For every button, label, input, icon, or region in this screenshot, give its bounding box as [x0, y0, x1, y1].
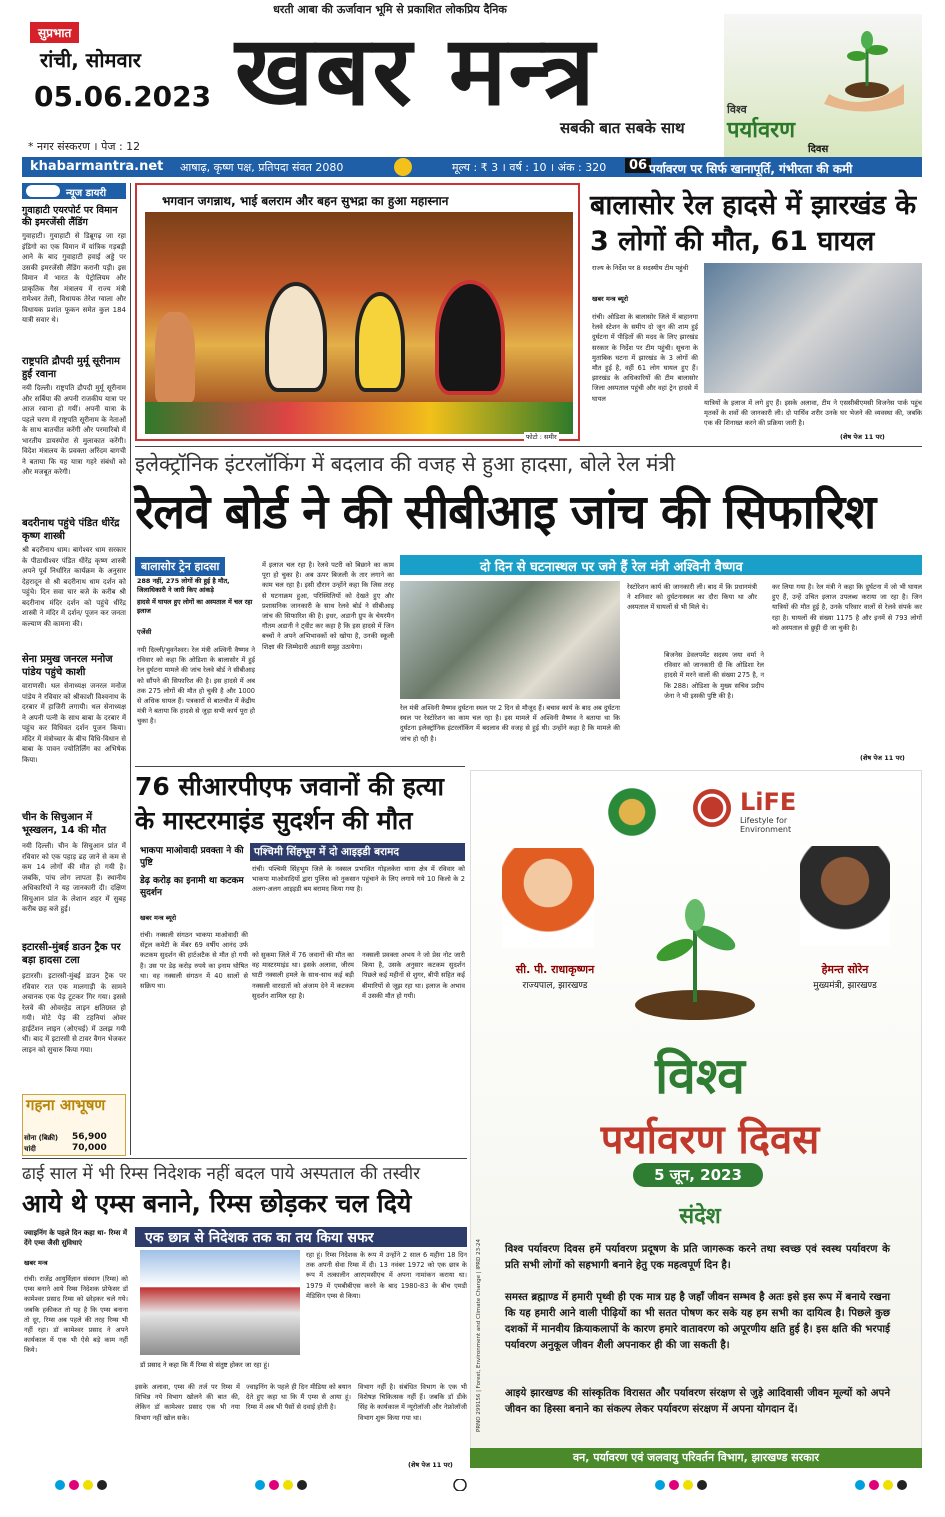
website-link[interactable]: khabarmantra.net: [30, 159, 164, 174]
info-bar: [22, 157, 922, 177]
panchang-text: आषाढ़, कृष्ण पक्ष, प्रतिपदा संवत 2080: [180, 161, 344, 174]
gahna-title: गहना आभूषण: [26, 1096, 106, 1114]
silver-price: 70,000: [72, 1143, 107, 1153]
garland-strip: [145, 402, 573, 434]
diary-body-6: इटारसी। इटारसी-मुंबई डाउन ट्रैक पर रविवार रात एक मालगाड़ी के सामने अचानक एक पेड़ टूटकर गिर गया। इससे रेलवे की ओवरहेड लाइन क्षतिग्रस्त हो गयी। मोटे पेड़ की टहनियां ओवर हाईटेंशन लाइन (ओएचई) में उलझ गयी थीं। बाद में इटारसी से टावर वैगन भेजकर लाइन को सुचारु किया गया।: [22, 972, 126, 1054]
gold-label: सोना (बिक्री): [24, 1134, 59, 1142]
jagannath-idol-icon: [435, 280, 505, 395]
chief-minister-role: मुख्यमंत्री, झारखण्ड: [813, 981, 877, 991]
naxal-body-2: को सुकमा जिले में 76 जवानों की मौत का वह मास्टरमाइंड था। इसके अलावा, जीरम घाटी नक्सली हमले के साथ-साथ कई बड़ी नक्सली वारदातों को अंजाम देने में कटकम सुदर्शन शामिल रहा है।: [252, 951, 354, 1000]
diary-headline-3[interactable]: बदरीनाथ पहुंचे पंडित धीरेंद्र कृष्ण शास्त्री: [22, 518, 120, 542]
ad-para-1: विश्व पर्यावरण दिवस हमें पर्यावरण प्रदूषण के प्रति जागरूक करने तथा स्वच्छ एवं स्वस्थ पर्यावरण के प्रति सभी लोगों को सहभागी बनाने हेतु एक महत्वपूर्ण दिन है।: [505, 1244, 890, 1271]
governor-portrait: [502, 848, 594, 948]
sapling-icon: [630, 880, 760, 1020]
env-headline[interactable]: पर्यावरण पर सिर्फ खानापूर्ति, गंभीरता की कमी: [649, 162, 853, 176]
minister-body-2: रेस्टोरेशन कार्य की जानकारी ली। बाद में कि प्रधानमंत्री ने शनिवार को दुर्घटनास्थल का दौरा किया था और अस्पताल में घायलों से भी मिले थे।: [627, 583, 757, 612]
rims-body-5: विभाग नहीं है। संबंधित विभाग के एक भी विशेषज्ञ चिकित्सक नहीं हैं। जबकि डॉ डीके सिंह के कार्यकाल में न्यूरोलॉजी और नेफ्रोलॉजी विभाग शुरू किया गया था।: [358, 1383, 467, 1422]
minister-photo[interactable]: [400, 581, 620, 699]
main-dateline: एजेंसी: [137, 628, 152, 636]
ad-date-pill: 5 जून, 2023: [633, 1163, 763, 1187]
ied-body: रांची। पश्चिमी सिंहभूम जिले के नक्सल प्रभावित गोइलकेरा थाना क्षेत्र में रविवार को भाकपा माओवादियों द्वारा पुलिस को नुकसान पहुंचाने के लिए लगाये गये 10 किलो के 2 अलग-अलग आइइडी बम बरामद किया गया है।: [252, 865, 465, 894]
balram-idol-icon: [265, 282, 327, 392]
diary-body-1: गुवाहाटी। गुवाहाटी से डिब्रूगढ़ जा रहा इंडिगो का एक विमान में यांत्रिक गड़बड़ी आने के बाद गुवाहाटी हवाई अड्डे पर उसकी इमरजेंसी लैंडिंग करानी पड़ी। इस विमान में भारत के पेट्रोलियम और प्राकृतिक गैस मंत्रालय में राज्य मंत्री रामेश्वर तेली, विधायक तेरेश ग्वाला और विधायक प्रशांत फूकन समेत कुल 184 यात्री सवार थे।: [22, 232, 126, 324]
jagannath-photo[interactable]: [145, 212, 573, 434]
rims-kicker: ढाई साल में भी रिम्स निदेशक नहीं बदल पाये अस्पताल की तस्वीर: [22, 1164, 421, 1184]
chief-minister-portrait: [800, 846, 890, 946]
rail-byline: खबर मन्त्र ब्यूरो: [592, 295, 629, 303]
rims-body-1: रांची। राजेंद्र आयुर्विज्ञान संस्थान (रिम्स) को एम्स बनाने आये रिम्स निदेशक प्रोफेसर डॉ कामेश्वर प्रसाद रिम्स को छोड़कर चले गये। जबकि हकीकत तो यह है कि एम्स बनाना तो दूर, रिम्स अब पहले की तरह रिम्स भी नहीं रहा। डॉ कामेश्वर प्रसाद ने अपने कार्यकाल में एक भी ऐसे बड़े काम नहीं किये।: [24, 1275, 128, 1355]
subhadra-idol-icon: [355, 292, 405, 392]
plant-hand-icon: [819, 24, 909, 114]
ad-footer: वन, पर्यावरण एवं जलवायु परिवर्तन विभाग, झारखण्ड सरकार: [470, 1448, 922, 1468]
rims-headline[interactable]: आये थे एम्स बनाने, रिम्स छोड़कर चल दिये: [22, 1189, 412, 1218]
main-body-1: नयी दिल्ली/भुवनेश्वर। रेल मंत्री अश्विनी वैष्णव ने रविवार को कहा कि ओडिशा के बालासोर में हुई रेल दुर्घटना मामले की जांच रेलवे बोर्ड ने सीबीआइ को सौंपने की सिफारिश की है। इस हादसे में अब तक 275 लोगों की मौत हो चुकी है और 1000 से अधिक घायल हैं। पत्रकारों से बातचीत में केंद्रीय मंत्री ने बताया कि हादसे से जुड़ा सभी कार्य पूरा हो चुका है।: [137, 646, 255, 726]
rims-bullet: ज्वाइनिंग के पहले दिन कहा था- रिम्स में देंगे एम्स जैसी सुविधाएं: [24, 1229, 128, 1247]
section-rule: [135, 446, 922, 447]
rail-accident-headline[interactable]: बालासोर रेल हादसे में झारखंड के 3 लोगों की मौत, 61 घायल: [590, 190, 917, 257]
page-number-badge: 06: [625, 158, 651, 173]
km-logo-icon: [394, 158, 412, 176]
diary-body-2: नयी दिल्ली। राष्ट्रपति द्रौपदी मुर्मू सूरीनाम और सर्बिया की अपनी राजकीय यात्रा पर आज रवाना हो गयीं। अपनी यात्रा के पहले चरण में राष्ट्रपति सूरीनाम के नेताओं के साथ बातचीत करेंगी और परमारिबो में भारतीय डायस्पोरा से मुलाकात करेंगी। विदेश मंत्रालय के प्रवक्ता अरिंदम बागची ने बताया कि यह यात्रा गहरे संबंधों को और मजबूत करेगी।: [22, 384, 126, 476]
env-diwas-label: दिवस: [808, 144, 829, 155]
main-bullet-1: 288 नहीं, 275 लोगों की हुई है मौत, जिलाधिकारी ने जारी किए आंकड़े: [137, 577, 230, 594]
balasore-badge: बालासोर ट्रेन हादसा: [135, 557, 225, 576]
ad-para-3: आइये झारखण्ड की सांस्कृतिक विरासत और पर्यावरण संरक्षण से जुड़े आदिवासी जीवन मूल्यों को अपने जीवन का हिस्सा बनाने का संकल्प लेकर पर्यावरण संरक्षण में अपना योगदान दें।: [505, 1388, 890, 1415]
rail-body-1: रांची। ओडिशा के बालासोर जिले में बाहानगा रेलवे स्टेशन के समीप दो जून की शाम हुई दुर्घटना में पीड़ितों की मदद के लिए झारखंड सरकार के निर्देश पर टीम पहुंची। सूचना के मुताबिक घटना में झारखंड के 3 लोगों की मौत हुई है, वहीं 61 लोग घायल हुए हैं। झारखंड के अधिकारियों की टीम बालासोर जिला अस्पताल पहुंची और वहां ट्रेन हादसे में घायल: [592, 313, 698, 403]
ad-title-vishwa: विश्व: [655, 1047, 745, 1105]
masthead-tagline: सबकी बात सबके साथ: [560, 119, 685, 137]
rims-building-photo[interactable]: [140, 1250, 300, 1355]
photo-credit: फोटो : समीर: [526, 433, 557, 441]
diary-headline-2[interactable]: राष्ट्रपति द्रौपदी मुर्मू सूरीनाम हुईं रवाना: [22, 356, 120, 380]
diary-headline-1[interactable]: गुवाहाटी एयरपोर्ट पर विमान की इमरजेंसी लैंडिंग: [22, 205, 118, 228]
governor-role: राज्यपाल, झारखण्ड: [522, 981, 588, 991]
rims-body-2: रहा हूं। रिम्स निदेशक के रूप में उन्होंने 2 साल 6 महीना 18 दिन तक अपनी सेवा रिम्स में दी। 13 नवंबर 1972 को एक छात्र के रूप में तत्कालीन आरएमसीएच में अपना नामांकन कराया था। 1979 में एमबीबीएस करने के बाद 1980-83 के बीच एमडी मेडिसिन एम्स से किया।: [306, 1251, 467, 1300]
naxal-body-3: नक्सली प्रवक्ता अभय ने जो प्रेस नोट जारी किया है, उसके अनुसार कटकम सुदर्शन पिछले कई महीनों से शुगर, बीपी सहित कई बीमारियों से जूझ रहा था। इलाज के अभाव में उसकी मौत हो गयी।: [362, 951, 465, 1000]
rims-body-3: इसके अलावा, एम्स की तर्ज पर रिम्स में विभिन्न नये विभाग खोलने की बात की, लेकिन डॉ कामेश्वर प्रसाद एक भी नया विभाग नहीं खोल सके।: [135, 1383, 240, 1422]
minister-continued[interactable]: (शेष पेज 11 पर): [860, 754, 905, 762]
print-registration-marks: [40, 1476, 920, 1488]
rims-body-4: ज्वाइनिंग के पहले ही दिन मीडिया को बयान देते हुए कहा था कि मैं एम्स से आया हूं। रिम्स में अब भी पैसों से दवाई होती है।: [246, 1383, 351, 1412]
price-info: मूल्य : ₹ 3 । वर्ष : 10 । अंक : 320: [452, 161, 607, 174]
newspaper-logo[interactable]: खबर मन्त्र: [235, 14, 597, 127]
main-bullet-2: हादसे में घायल हुए लोगों का अस्पताल में चल रहा इलाज: [137, 598, 253, 615]
news-diary-badge: [22, 183, 126, 199]
hospital-photo[interactable]: [704, 263, 922, 393]
section-rule: [22, 1158, 467, 1159]
rail-continued[interactable]: (शेष पेज 11 पर): [840, 433, 885, 441]
life-sun-icon: [690, 786, 734, 830]
naxal-bullet-2: डेढ़ करोड़ का इनामी था कटकम सुदर्शन: [140, 876, 244, 898]
edition-info: * नगर संस्करण । पेज : 12: [28, 140, 141, 153]
masthead-top-line: धरती आबा की ऊर्जावान भूमि से प्रकाशित लोकप्रिय दैनिक: [273, 3, 507, 16]
chief-minister-name: हेमन्त सोरेन: [821, 963, 869, 976]
news-diary-logo-icon: [26, 185, 60, 197]
life-subtitle: Lifestyle for Environment: [740, 816, 792, 834]
jagannath-caption: भगवान जगन्नाथ, भाई बलराम और बहन सुभद्रा का हुआ महास्नान: [158, 191, 452, 210]
rims-continued[interactable]: (शेष पेज 11 पर): [408, 1461, 453, 1469]
rail-body-2: यात्रियों के इलाज में लगे हुए हैं। इसके अलावा, टीम ने एससीबीएमसी विजनेस पार्क पहुंच मृतकों के शवों की जानकारी ली। दो पार्थिव शरीर उनके घर भेजने की व्यवस्था की, जबकि एक की शिनाख्त करने की प्रक्रिया जारी है।: [704, 399, 922, 428]
env-vishwa-label: विश्व: [727, 103, 747, 116]
silver-label: चांदी: [24, 1145, 36, 1153]
edition-badge: सुप्रभात: [30, 22, 79, 43]
section-rule: [135, 766, 465, 767]
ad-title: पर्यावरण दिवस: [600, 1117, 820, 1163]
issue-date: 05.06.2023: [34, 80, 212, 113]
minister-body-3: बिजनेस डेवलपमेंट सदस्य जया वर्मा ने रविवार को जानकारी दी कि ओडिशा रेल हादसे में मरने वालों की संख्या 275 है, न कि 288। ओडिशा के मुख्य सचिव प्रदीप जेना ने भी इसकी पुष्टि की है।: [664, 651, 764, 700]
diary-body-4: वाराणसी। थल सेनाध्यक्ष जनरल मनोज पांडेय ने रविवार को श्रीकाशी विश्वनाथ के दरबार में हाजिरी लगायी। थल सेनाध्यक्ष ने अपनी पत्नी के साथ बाबा के दरबार में पहुंच कर विधिवत दर्शन पूजन किया। मंदिर में मंत्रोच्चार के बीच विधि-विधान से बाबा के पावन ज्योतिर्लिंग का अभिषेक किया।: [22, 682, 126, 764]
naxal-body-1: रांची। नक्सली संगठन भाकपा माओवादी की सेंट्रल कमेटी के मेंबर 69 वर्षीय आनंद उर्फ कटकम सुदर्शन की हार्टअटैक से मौत हो गयी है। उस पर डेढ़ करोड़ रुपये का इनाम घोषित था। वह नक्सली संगठन में 40 सालों से सक्रिय था।: [140, 931, 248, 991]
priest-figure-icon: [155, 312, 195, 402]
life-logo: LiFE: [740, 788, 797, 816]
diary-headline-6[interactable]: इटारसी-मुंबई डाउन ट्रैक पर बड़ा हादसा टला: [22, 942, 121, 966]
diary-headline-4[interactable]: सेना प्रमुख जनरल मनोज पांडेय पहुंचे काशी: [22, 654, 113, 678]
diary-headline-5[interactable]: चीन के सिचुआन में भूस्खलन, 14 की मौत: [22, 812, 107, 836]
main-body-2: में इलाज चल रहा है। रेलवे पटरी को बिछाने का काम पूरा हो चुका है। अब ऊपर बिजली के तार लगाने का काम चल रहा है। इसी दौरान उन्होंने कहा कि जिस तरह से घटनाक्रम हुआ, परिस्थितियों को देखते हुए और प्रशासनिक जानकारी के साथ रेलवे बोर्ड ने सीबीआइ जांच की सिफारिश की है। इधर, अडानी ग्रुप के चेयरमैन गौतम अडानी ने ट्वीट कर कहा है कि इस हादसे में जिन बच्चों ने अपने अभिभावकों को खोया है, उनकी स्कूली शिक्षा की जिम्मेदारी अडानी समूह उठायेगा।: [262, 561, 394, 651]
governor-name: सी. पी. राधाकृष्णन: [515, 963, 595, 976]
rims-photo-caption: डॉ प्रसाद ने कहा कि मैं रिम्स से संतुष्ट होकर जा रहा हूं।: [140, 1361, 270, 1369]
main-headline[interactable]: रेलवे बोर्ड ने की सीबीआइ जांच की सिफारिश: [135, 485, 876, 540]
minister-body-1: रेल मंत्री अश्विनी वैष्णव दुर्घटना स्थल पर 2 दिन से मौजूद हैं। बचाव कार्य के बाद अब दुर्घटना स्थल पर रेस्टोरेशन का काम चल रहा है। इस मामले में अश्विनी वैष्णव ने बताया था कि दुर्घटना इलेक्ट्रॉनिक इंटरलॉकिंग में बदलाव की वजह से हुई थी। उन्होंने कहा है कि मामले की जांच हो रही है।: [400, 704, 620, 743]
ad-prno: PRNO 299156 | Forest, Environment and Climate Change | IPRD 23-24: [476, 1238, 482, 1432]
ad-para-2: समस्त ब्रह्माण्ड में हमारी पृथ्वी ही एक मात्र ग्रह है जहाँ जीवन सम्भव है अतः इसे इस रूप में बनाये रखना कि यह हमारी आने वाली पीढ़ियों का भी सतत पोषण कर सके यह हम सभी का दायित्व है। पिछले कुछ दशकों में मानवीय क्रियाकलापों के कारण हमारे वातावरण को अपूरणीय क्षति हुई है। इस क्षति की भरपाई पर्यावरण अनुकूल जीवन शैली अपनाकर ही की जा सकती है।: [505, 1292, 890, 1351]
rims-byline: खबर मन्त्र: [24, 1259, 48, 1267]
iedbaramad-band: पश्चिमी सिंहभूम में दो आइइडी बरामद: [250, 843, 465, 861]
city-day: रांची, सोमवार: [40, 48, 141, 72]
ad-sandesh: संदेश: [679, 1204, 721, 1229]
gold-price: 56,900: [72, 1132, 107, 1142]
naxal-byline: खबर मन्त्र ब्यूरो: [140, 914, 177, 922]
diary-body-5: नयी दिल्ली। चीन के सिचुआन प्रांत में रविवार को एक पहाड़ ढह जाने से कम से कम 14 लोगों की मौत हो गयी है। जबकि, पांच लोग लापता हैं। स्थानीय अधिकारियों ने यह जानकारी दी। दक्षिण सिचुआन प्रांत के लेशान शहर में सुबह करीब छह बजे हुई।: [22, 842, 126, 913]
news-diary-label: न्यूज डायरी: [66, 188, 107, 199]
jharkhand-emblem-icon: [602, 782, 662, 842]
diary-body-3: श्री बदरीनाथ धाम। बागेश्वर धाम सरकार के पीठाधीश्वर पंडित धीरेंद्र कृष्ण शास्त्री अपने पूर्व निर्धारित कार्यक्रम के अनुसार देहरादून से श्री बदरीनाथ धाम दर्शन को पहुंचे। दिन सवा चार बजे के करीब श्री बदरीनाथ मंदिर दर्शन को पहुंचे धीरेंद्र शास्त्री ने मंदिर में दर्शन/ पूजन कर जनता कल्याण की कामना की।: [22, 546, 126, 628]
naxal-headline[interactable]: 76 सीआरपीएफ जवानों की हत्या के मास्टरमाइंड सुदर्शन की मौत: [135, 772, 444, 835]
rims-band: एक छात्र से निदेशक तक का तय किया सफर: [135, 1227, 467, 1247]
minister-band: दो दिन से घटनास्थल पर जमे हैं रेल मंत्री अश्विनी वैष्णव: [400, 555, 922, 575]
column-rule: [130, 183, 131, 1155]
main-kicker: इलेक्ट्रॉनिक इंटरलॉकिंग में बदलाव की वजह से हुआ हादसा, बोले रेल मंत्री: [135, 452, 676, 476]
naxal-bullet-1: भाकपा माओवादी प्रवक्ता ने की पुष्टि: [140, 846, 244, 868]
rail-bullet: राज्य के निर्देश पर 8 सदस्यीय टीम पहुंची: [592, 264, 689, 272]
env-title-label: पर्यावरण: [727, 118, 796, 143]
minister-body-4: कर लिया गया है। रेल मंत्री ने कहा कि दुर्घटना में जो भी घायल हुए हैं, उन्हें उचित इलाज उपलब्ध कराया जा रहा है। जिन यात्रियों की मौत हुई है, उनके परिवार वालों से रेलवे संपर्क कर रहा है। घायलों की संख्या 1175 है और इनमें से 793 लोगों को अस्पताल से छुट्टी दी जा चुकी है।: [772, 583, 922, 632]
